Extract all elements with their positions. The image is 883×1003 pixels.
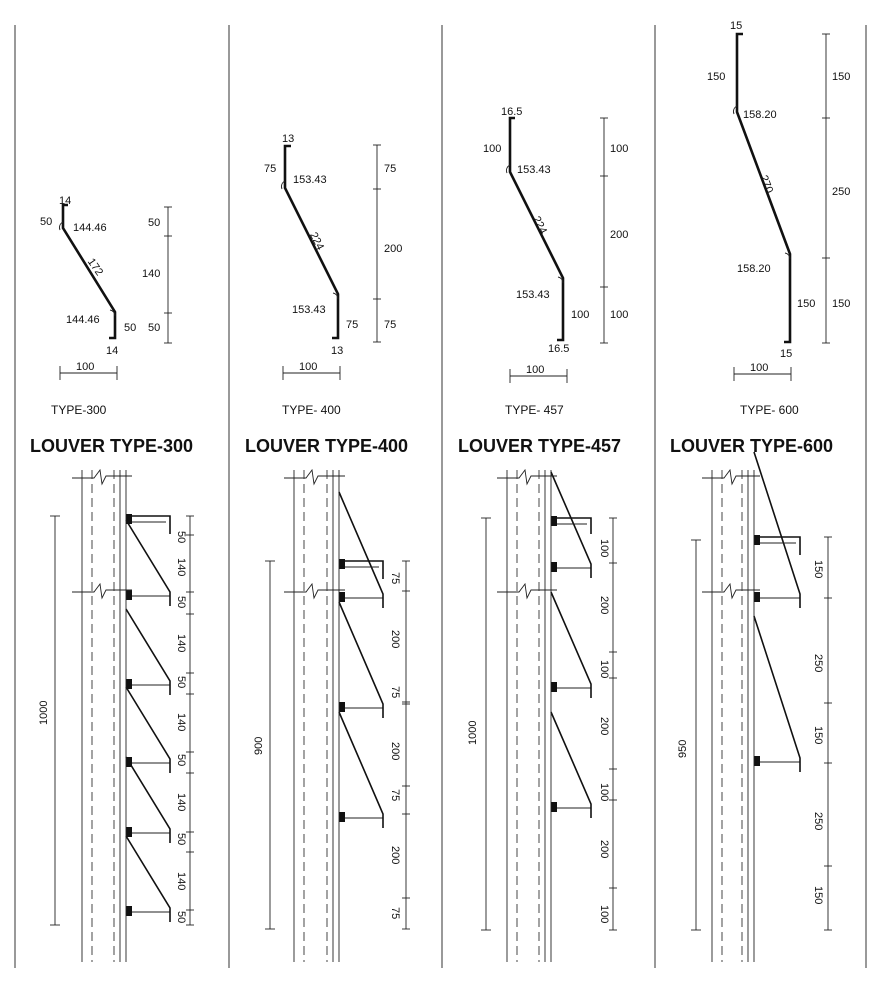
profile-300-top-lip: 14 <box>59 195 72 207</box>
profile-600-diag-len: 270 <box>757 173 776 196</box>
profile-300-bot-angle: 144.46 <box>66 314 100 326</box>
slat-clip <box>551 516 557 526</box>
profile-type-457 <box>483 106 628 383</box>
profile-600-right-dim: 250 <box>832 186 851 198</box>
profile-400-diag-len: 224 <box>307 230 327 253</box>
elevation-300-dim: 140 <box>175 713 187 732</box>
slat-clip <box>754 592 760 602</box>
break-mark <box>72 470 132 484</box>
slat-clip <box>551 562 557 572</box>
profile-400-width: 100 <box>299 361 318 373</box>
elevation-400-dim: 200 <box>389 846 401 865</box>
elevation-300-dim: 50 <box>175 833 187 846</box>
profile-457-top-lip: 16.5 <box>501 106 523 118</box>
louver-slat <box>754 452 800 608</box>
slat-clip <box>126 679 132 689</box>
profile-457-right-dim: 100 <box>610 309 629 321</box>
break-mark <box>284 584 345 598</box>
profile-400-right-dim: 75 <box>384 163 397 175</box>
slat-clip <box>126 827 132 837</box>
elevation-300-dim: 50 <box>175 754 187 767</box>
type-label-300: TYPE-300 <box>51 403 107 417</box>
profile-type-300 <box>40 195 172 380</box>
slat-clip <box>126 590 132 600</box>
elevation-300-dim: 50 <box>175 596 187 609</box>
elevation-300-total: 1000 <box>38 700 50 725</box>
profile-457-top-seg: 100 <box>483 143 502 155</box>
elevation-400-dim: 75 <box>389 572 401 585</box>
profile-400-bot-lip: 13 <box>331 345 344 357</box>
profile-600-width: 100 <box>750 362 769 374</box>
break-mark <box>284 470 345 484</box>
elevation-300-dim: 50 <box>175 531 187 544</box>
title-400: LOUVER TYPE-400 <box>245 436 409 456</box>
louver-slat <box>126 836 170 922</box>
slat-clip <box>339 559 345 569</box>
elevation-457-dim: 100 <box>598 905 610 924</box>
profile-457-bot-lip: 16.5 <box>548 343 570 355</box>
profile-400-bot-angle: 153.43 <box>292 304 326 316</box>
profile-400-right-dim: 200 <box>384 243 403 255</box>
elevation-300-dim: 140 <box>175 558 187 577</box>
profile-600-bot-lip: 15 <box>780 348 793 360</box>
louver-slat <box>339 712 383 828</box>
elevation-457-dim: 100 <box>598 539 610 558</box>
elevation-300-dim: 140 <box>175 872 187 891</box>
profile-400-right-dim: 75 <box>384 319 397 331</box>
top-cap-slat <box>345 561 383 579</box>
elevation-457-dim: 100 <box>598 783 610 802</box>
elevation-457-total: 1000 <box>467 720 479 745</box>
profile-400-top-seg: 75 <box>264 163 277 175</box>
profile-457-top-angle: 153.43 <box>517 164 551 176</box>
profile-400-top-angle: 153.43 <box>293 174 327 186</box>
slat-clip <box>754 535 760 545</box>
title-300: LOUVER TYPE-300 <box>30 436 194 456</box>
slat-clip <box>339 592 345 602</box>
profile-600-right-dim: 150 <box>832 71 851 83</box>
title-600: LOUVER TYPE-600 <box>670 436 834 456</box>
elevation-400-dim: 200 <box>389 742 401 761</box>
elevation-400-dim: 75 <box>389 907 401 920</box>
slat-clip <box>339 812 345 822</box>
slat-clip <box>126 757 132 767</box>
break-mark <box>497 584 557 598</box>
slat-clip <box>551 802 557 812</box>
break-mark <box>72 584 132 598</box>
profile-300-top-angle: 144.46 <box>73 222 107 234</box>
elevation-457-dim: 100 <box>598 660 610 679</box>
profile-457-diag-len: 224 <box>530 214 550 237</box>
profile-600-bot-seg: 150 <box>797 298 816 310</box>
elevation-600-dim: 150 <box>812 886 824 905</box>
slat-clip <box>551 682 557 692</box>
profile-600-top-lip: 15 <box>730 20 743 32</box>
slat-clip <box>126 514 132 524</box>
profile-300-right-dim: 50 <box>148 217 161 229</box>
profile-600-top-seg: 150 <box>707 71 726 83</box>
profile-300-bot-seg: 50 <box>124 322 137 334</box>
elevation-400-dim: 200 <box>389 630 401 649</box>
louver-slat <box>126 520 170 606</box>
profile-457-right-dim: 200 <box>610 229 629 241</box>
elevation-400-dim: 75 <box>389 686 401 699</box>
elevation-300-dim: 140 <box>175 634 187 653</box>
profile-type-600 <box>707 20 850 381</box>
break-mark <box>497 470 557 484</box>
louver-slat <box>339 492 383 608</box>
profile-457-width: 100 <box>526 364 545 376</box>
profile-300-right-dim: 140 <box>142 268 161 280</box>
louver-slat <box>126 609 170 695</box>
type-label-600: TYPE- 600 <box>740 403 799 417</box>
elevation-400-dim: 75 <box>389 789 401 802</box>
type-label-457: TYPE- 457 <box>505 403 564 417</box>
louver-slat <box>126 757 170 843</box>
profile-457-bot-angle: 153.43 <box>516 289 550 301</box>
elevation-457-dim: 200 <box>598 840 610 859</box>
elevation-600-dim: 250 <box>812 654 824 673</box>
elevation-457-dim: 200 <box>598 717 610 736</box>
elevation-600-dim: 150 <box>812 726 824 745</box>
elevation-600-dim: 250 <box>812 812 824 831</box>
elevation-300-dim: 50 <box>175 911 187 924</box>
louver-slat <box>339 602 383 718</box>
profile-type-400 <box>264 133 402 380</box>
profile-457-bot-seg: 100 <box>571 309 590 321</box>
profile-300-bot-lip: 14 <box>106 345 119 357</box>
break-mark <box>702 584 760 598</box>
type-label-400: TYPE- 400 <box>282 403 341 417</box>
elevation-type-600 <box>677 452 832 962</box>
elevation-type-457 <box>467 470 617 962</box>
elevation-400-total: 900 <box>253 736 265 755</box>
top-cap-slat <box>132 516 170 534</box>
profile-600-bot-angle: 158.20 <box>737 263 771 275</box>
profile-300-width: 100 <box>76 361 95 373</box>
profile-300-top-seg: 50 <box>40 216 53 228</box>
profile-457-right-dim: 100 <box>610 143 629 155</box>
profile-600-right-dim: 150 <box>832 298 851 310</box>
profile-400-top-lip: 13 <box>282 133 295 145</box>
profile-600-top-angle: 158.20 <box>743 109 777 121</box>
profile-400-bot-seg: 75 <box>346 319 359 331</box>
louver-slat <box>126 687 170 773</box>
elevation-457-dim: 200 <box>598 596 610 615</box>
profile-300-right-dim: 50 <box>148 322 161 334</box>
break-mark <box>702 470 760 484</box>
elevation-type-400 <box>253 470 410 962</box>
top-cap-slat <box>760 537 800 555</box>
elevation-300-dim: 140 <box>175 793 187 812</box>
slat-clip <box>126 906 132 916</box>
slat-clip <box>339 702 345 712</box>
title-457: LOUVER TYPE-457 <box>458 436 622 456</box>
profile-300-diag-len: 172 <box>84 256 106 279</box>
elevation-type-300 <box>38 470 194 962</box>
elevation-600-dim: 150 <box>812 560 824 579</box>
louver-slat <box>754 616 800 772</box>
elevation-600-total: 950 <box>677 739 689 758</box>
slat-clip <box>754 756 760 766</box>
elevation-300-dim: 50 <box>175 676 187 689</box>
